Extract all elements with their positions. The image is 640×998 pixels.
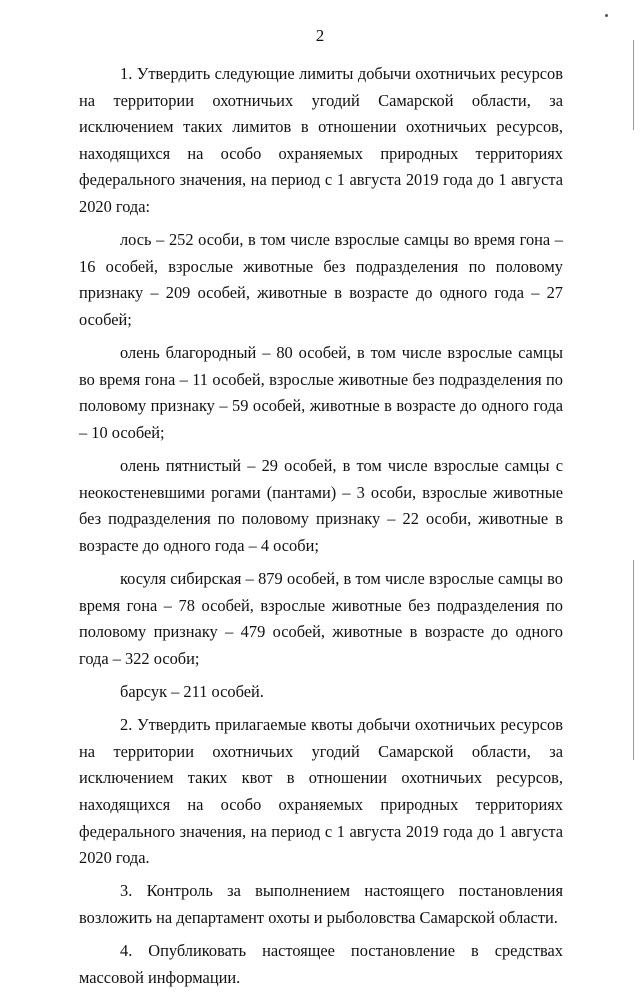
scan-edge-line [633,560,634,760]
scan-speck [605,14,608,17]
paragraph-publish: 4. Опубликовать настоящее постановление в средствах массовой информации. [79,941,563,987]
paragraph-red-deer: олень благородный – 80 особей, в том числе взрослые самцы во время гона – 11 особей, взрослые животные без подразделения по половому признаку – 59 особей, животные в возрасте до одного года – 10 особей; [79,343,563,442]
paragraph-limits-intro: 1. Утвердить следующие лимиты добычи охотничьих ресурсов на территории охотничьих угодий Самарской области, за исключением таких лимитов в отношении охотничьих ресурсов, находящихся на особо охраняемых природных территориях федерального значения, на период с 1 августа 2019 года до 1 августа 2020 года: [79,64,563,216]
paragraph-sika-deer: олень пятнистый – 29 особей, в том числе взрослые самцы с неокостеневшими рогами (пантами) – 3 особи, взрослые животные без подразделения по половому признаку – 22 особи, животные в возрасте до одного года – 4 особи; [79,456,563,555]
paragraph-roe-deer: косуля сибирская – 879 особей, в том числе взрослые самцы во время гона – 78 особей, взрослые животные без подразделения по половому признаку – 479 особей, животные в возрасте до одного года – 322 особи; [79,569,563,668]
paragraph-badger: барсук – 211 особей. [120,682,264,702]
document-body [79,61,563,998]
paragraph-moose: лось – 252 особи, в том числе взрослые самцы во время гона – 16 особей, взрослые животные без подразделения по половому признаку – 209 особей, животные в возрасте до одного года – 27 особей; [79,230,563,329]
paragraph-control: 3. Контроль за выполнением настоящего постановления возложить на департамент охоты и рыболовства Самарской области. [79,881,563,927]
paragraph-quotas: 2. Утвердить прилагаемые квоты добычи охотничьих ресурсов на территории охотничьих угодий Самарской области, за исключением таких квот в отношении охотничьих ресурсов, находящихся на особо охраняемых природных территориях федерального значения, на период с 1 августа 2019 года до 1 августа 2020 года. [79,715,563,868]
page-number: 2 [315,26,325,45]
scan-edge-line [633,40,634,130]
